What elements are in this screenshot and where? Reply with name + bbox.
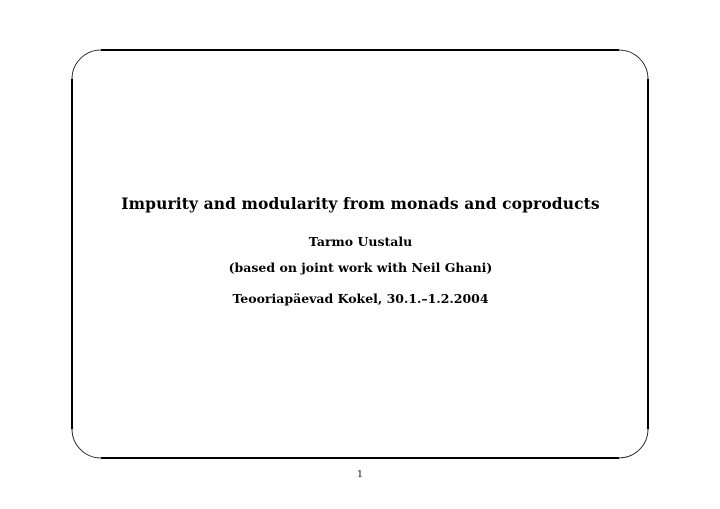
slide-venue: Teooriapäevad Kokel, 30.1.–1.2.2004	[232, 291, 489, 306]
slide-author: Tarmo Uustalu	[308, 234, 413, 249]
slide-note: (based on joint work with Neil Ghani)	[228, 260, 493, 275]
page-number: 1	[357, 470, 363, 480]
slide-content	[72, 50, 649, 458]
slide-title: Impurity and modularity from monads and coproducts	[121, 194, 600, 213]
